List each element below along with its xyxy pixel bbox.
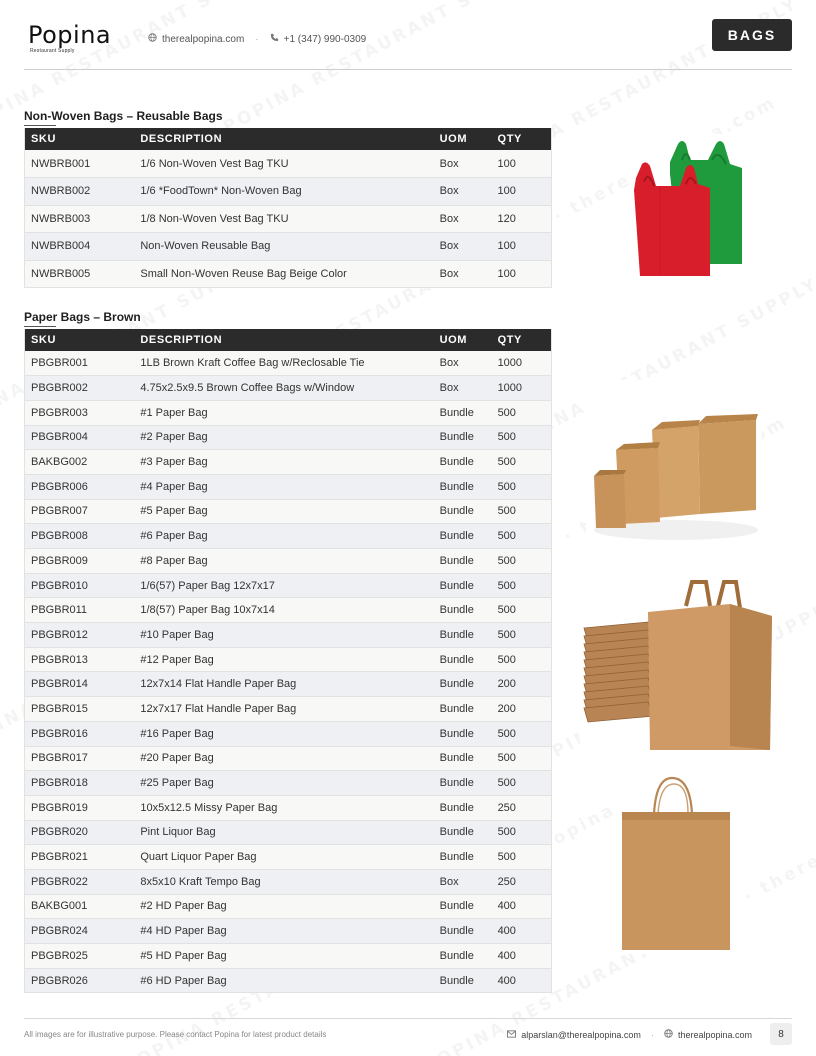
cell-sku: PBGBR012 xyxy=(25,623,135,648)
cell-qty: 100 xyxy=(492,233,552,261)
cell-uom: Bundle xyxy=(434,721,492,746)
table-row xyxy=(25,869,552,894)
table-row xyxy=(25,697,552,722)
cell-sku: BAKBG001 xyxy=(25,894,135,919)
table-row xyxy=(25,499,552,524)
mail-icon xyxy=(507,1030,516,1040)
table-row xyxy=(25,919,552,944)
column-header-sku: SKU xyxy=(25,329,135,351)
table-row xyxy=(25,968,552,993)
cell-qty: 250 xyxy=(492,795,552,820)
cell-description: #12 Paper Bag xyxy=(134,647,433,672)
cell-sku: PBGBR013 xyxy=(25,647,135,672)
cell-description: #8 Paper Bag xyxy=(134,549,433,574)
cell-uom: Bundle xyxy=(434,944,492,969)
cell-qty: 500 xyxy=(492,598,552,623)
cell-qty: 120 xyxy=(492,205,552,233)
column-header-sku: SKU xyxy=(25,128,135,150)
cell-sku: PBGBR015 xyxy=(25,697,135,722)
cell-qty: 500 xyxy=(492,573,552,598)
cell-qty: 100 xyxy=(492,150,552,178)
product-image-nonwoven-bags xyxy=(630,134,748,287)
header-contact xyxy=(148,33,366,45)
table-row xyxy=(25,795,552,820)
phone-icon xyxy=(270,33,279,45)
cell-description: 1/6 *FoodTown* Non-Woven Bag xyxy=(134,178,433,206)
cell-sku: PBGBR020 xyxy=(25,820,135,845)
cell-uom: Bundle xyxy=(434,499,492,524)
cell-description: #3 Paper Bag xyxy=(134,450,433,475)
table-row xyxy=(25,771,552,796)
cell-sku: PBGBR014 xyxy=(25,672,135,697)
footer-website[interactable]: therealpopina.com xyxy=(677,1029,752,1040)
cell-qty: 100 xyxy=(492,178,552,206)
cell-sku: PBGBR003 xyxy=(25,400,135,425)
cell-uom: Bundle xyxy=(434,845,492,870)
table-row xyxy=(25,524,552,549)
cell-qty: 250 xyxy=(492,869,552,894)
product-image-paper-bags-group xyxy=(586,380,762,555)
cell-sku: PBGBR006 xyxy=(25,474,135,499)
footer-contact xyxy=(507,1029,752,1040)
cell-uom: Box xyxy=(434,351,492,376)
table-row xyxy=(25,178,552,206)
cell-qty: 500 xyxy=(492,524,552,549)
cell-sku: PBGBR016 xyxy=(25,721,135,746)
table-row xyxy=(25,351,552,376)
cell-qty: 500 xyxy=(492,450,552,475)
table-row xyxy=(25,746,552,771)
cell-qty: 500 xyxy=(492,845,552,870)
cell-sku: PBGBR019 xyxy=(25,795,135,820)
globe-icon xyxy=(148,33,157,45)
cell-sku: PBGBR011 xyxy=(25,598,135,623)
cell-uom: Bundle xyxy=(434,894,492,919)
cell-qty: 400 xyxy=(492,894,552,919)
cell-qty: 1000 xyxy=(492,351,552,376)
cell-qty: 400 xyxy=(492,944,552,969)
cell-description: 12x7x17 Flat Handle Paper Bag xyxy=(134,697,433,722)
cell-description: #4 HD Paper Bag xyxy=(134,919,433,944)
cell-uom: Box xyxy=(434,205,492,233)
cell-description: #25 Paper Bag xyxy=(134,771,433,796)
table-row xyxy=(25,672,552,697)
cell-qty: 500 xyxy=(492,400,552,425)
cell-sku: PBGBR004 xyxy=(25,425,135,450)
cell-description: 1LB Brown Kraft Coffee Bag w/Reclosable Tie xyxy=(134,351,433,376)
table-row xyxy=(25,944,552,969)
cell-uom: Bundle xyxy=(434,746,492,771)
cell-uom: Box xyxy=(434,260,492,288)
cell-sku: PBGBR009 xyxy=(25,549,135,574)
cell-qty: 200 xyxy=(492,697,552,722)
cell-qty: 500 xyxy=(492,499,552,524)
header-website: therealpopina.com xyxy=(162,33,245,45)
product-image-twisted-handle-bag xyxy=(616,772,734,959)
table-header-row xyxy=(25,329,552,351)
cell-uom: Bundle xyxy=(434,524,492,549)
cell-uom: Box xyxy=(434,178,492,206)
cell-uom: Bundle xyxy=(434,573,492,598)
cell-sku: PBGBR001 xyxy=(25,351,135,376)
column-header-qty: QTY xyxy=(492,128,552,150)
cell-description: #4 Paper Bag xyxy=(134,474,433,499)
cell-description: #10 Paper Bag xyxy=(134,623,433,648)
cell-uom: Bundle xyxy=(434,623,492,648)
cell-sku: PBGBR008 xyxy=(25,524,135,549)
cell-description: 4.75x2.5x9.5 Brown Coffee Bags w/Window xyxy=(134,376,433,401)
cell-qty: 500 xyxy=(492,474,552,499)
table-row xyxy=(25,549,552,574)
section-title-paper-brown: Paper Bags – Brown xyxy=(24,310,141,324)
red-green-nonwoven-bags-icon xyxy=(630,134,748,282)
product-image-flat-handle-bags xyxy=(580,576,776,761)
cell-uom: Bundle xyxy=(434,549,492,574)
cell-description: 8x5x10 Kraft Tempo Bag xyxy=(134,869,433,894)
table-row xyxy=(25,647,552,672)
product-table-paper-brown xyxy=(24,329,552,993)
table-header-row xyxy=(25,128,552,150)
cell-description: #2 Paper Bag xyxy=(134,425,433,450)
flat-handle-paper-bags-stack-icon xyxy=(580,576,776,756)
cell-qty: 500 xyxy=(492,721,552,746)
cell-uom: Box xyxy=(434,376,492,401)
cell-description: #6 HD Paper Bag xyxy=(134,968,433,993)
cell-description: #6 Paper Bag xyxy=(134,524,433,549)
cell-uom: Bundle xyxy=(434,598,492,623)
cell-qty: 500 xyxy=(492,549,552,574)
table-row xyxy=(25,598,552,623)
page-footer xyxy=(24,1018,792,1048)
column-header-description: DESCRIPTION xyxy=(134,128,433,150)
column-header-qty: QTY xyxy=(492,329,552,351)
cell-uom: Bundle xyxy=(434,820,492,845)
cell-description: 1/6 Non-Woven Vest Bag TKU xyxy=(134,150,433,178)
separator-dot: · xyxy=(255,33,259,45)
cell-sku: PBGBR026 xyxy=(25,968,135,993)
table-row xyxy=(25,721,552,746)
table-row xyxy=(25,400,552,425)
table-row xyxy=(25,376,552,401)
table-row xyxy=(25,845,552,870)
cell-uom: Box xyxy=(434,150,492,178)
cell-sku: PBGBR018 xyxy=(25,771,135,796)
popina-logo xyxy=(28,22,111,54)
cell-qty: 500 xyxy=(492,425,552,450)
twisted-handle-paper-bag-icon xyxy=(616,772,734,954)
table-row xyxy=(25,894,552,919)
page-header xyxy=(24,18,792,70)
cell-qty: 500 xyxy=(492,820,552,845)
cell-sku: NWBRB005 xyxy=(25,260,135,288)
table-row xyxy=(25,474,552,499)
cell-sku: PBGBR021 xyxy=(25,845,135,870)
cell-description: #5 Paper Bag xyxy=(134,499,433,524)
cell-sku: PBGBR025 xyxy=(25,944,135,969)
cell-uom: Bundle xyxy=(434,425,492,450)
cell-qty: 500 xyxy=(492,647,552,672)
logo-wordmark: Popina xyxy=(28,21,112,49)
footer-email[interactable]: alparslan@therealpopina.com xyxy=(521,1029,641,1040)
cell-uom: Bundle xyxy=(434,919,492,944)
column-header-uom: UOM xyxy=(434,128,492,150)
cell-description: #16 Paper Bag xyxy=(134,721,433,746)
cell-sku: PBGBR002 xyxy=(25,376,135,401)
section-title-nonwoven: Non-Woven Bags – Reusable Bags xyxy=(24,109,223,123)
separator-dot: · xyxy=(650,1029,654,1040)
cell-sku: NWBRB002 xyxy=(25,178,135,206)
cell-sku: PBGBR010 xyxy=(25,573,135,598)
cell-sku: NWBRB003 xyxy=(25,205,135,233)
cell-description: Non-Woven Reusable Bag xyxy=(134,233,433,261)
product-table-nonwoven xyxy=(24,128,552,288)
table-row xyxy=(25,260,552,288)
cell-qty: 400 xyxy=(492,919,552,944)
cell-description: 10x5x12.5 Missy Paper Bag xyxy=(134,795,433,820)
cell-description: Quart Liquor Paper Bag xyxy=(134,845,433,870)
table-row xyxy=(25,425,552,450)
cell-uom: Bundle xyxy=(434,697,492,722)
cell-uom: Bundle xyxy=(434,450,492,475)
column-header-description: DESCRIPTION xyxy=(134,329,433,351)
logo-subtitle: Restaurant Supply xyxy=(30,48,75,54)
category-badge: BAGS xyxy=(712,19,792,51)
cell-description: #2 HD Paper Bag xyxy=(134,894,433,919)
cell-sku: PBGBR022 xyxy=(25,869,135,894)
cell-description: Small Non-Woven Reuse Bag Beige Color xyxy=(134,260,433,288)
table-row xyxy=(25,150,552,178)
cell-uom: Bundle xyxy=(434,795,492,820)
cell-sku: NWBRB004 xyxy=(25,233,135,261)
page-number: 8 xyxy=(770,1023,792,1045)
cell-uom: Bundle xyxy=(434,474,492,499)
cell-sku: PBGBR007 xyxy=(25,499,135,524)
table-row xyxy=(25,450,552,475)
cell-sku: PBGBR017 xyxy=(25,746,135,771)
cell-qty: 100 xyxy=(492,260,552,288)
cell-description: 1/8(57) Paper Bag 10x7x14 xyxy=(134,598,433,623)
cell-sku: NWBRB001 xyxy=(25,150,135,178)
cell-description: #1 Paper Bag xyxy=(134,400,433,425)
cell-description: Pint Liquor Bag xyxy=(134,820,433,845)
cell-qty: 1000 xyxy=(492,376,552,401)
table-row xyxy=(25,233,552,261)
table-row xyxy=(25,573,552,598)
cell-uom: Bundle xyxy=(434,968,492,993)
cell-description: 1/8 Non-Woven Vest Bag TKU xyxy=(134,205,433,233)
table-row xyxy=(25,820,552,845)
column-header-uom: UOM xyxy=(434,329,492,351)
cell-qty: 200 xyxy=(492,672,552,697)
brown-paper-bags-group-icon xyxy=(586,380,762,550)
header-phone: +1 (347) 990-0309 xyxy=(283,33,367,45)
cell-qty: 500 xyxy=(492,746,552,771)
cell-description: 12x7x14 Flat Handle Paper Bag xyxy=(134,672,433,697)
cell-uom: Bundle xyxy=(434,400,492,425)
cell-qty: 500 xyxy=(492,771,552,796)
cell-sku: BAKBG002 xyxy=(25,450,135,475)
cell-description: 1/6(57) Paper Bag 12x7x17 xyxy=(134,573,433,598)
cell-qty: 400 xyxy=(492,968,552,993)
cell-qty: 500 xyxy=(492,623,552,648)
cell-description: #20 Paper Bag xyxy=(134,746,433,771)
cell-sku: PBGBR024 xyxy=(25,919,135,944)
cell-uom: Box xyxy=(434,869,492,894)
cell-uom: Bundle xyxy=(434,647,492,672)
cell-uom: Bundle xyxy=(434,771,492,796)
table-row xyxy=(25,205,552,233)
globe-icon xyxy=(664,1029,673,1040)
cell-uom: Box xyxy=(434,233,492,261)
cell-uom: Bundle xyxy=(434,672,492,697)
cell-description: #5 HD Paper Bag xyxy=(134,944,433,969)
footer-disclaimer: All images are for illustrative purpose. Please contact Popina for latest product details xyxy=(24,1030,327,1039)
table-row xyxy=(25,623,552,648)
